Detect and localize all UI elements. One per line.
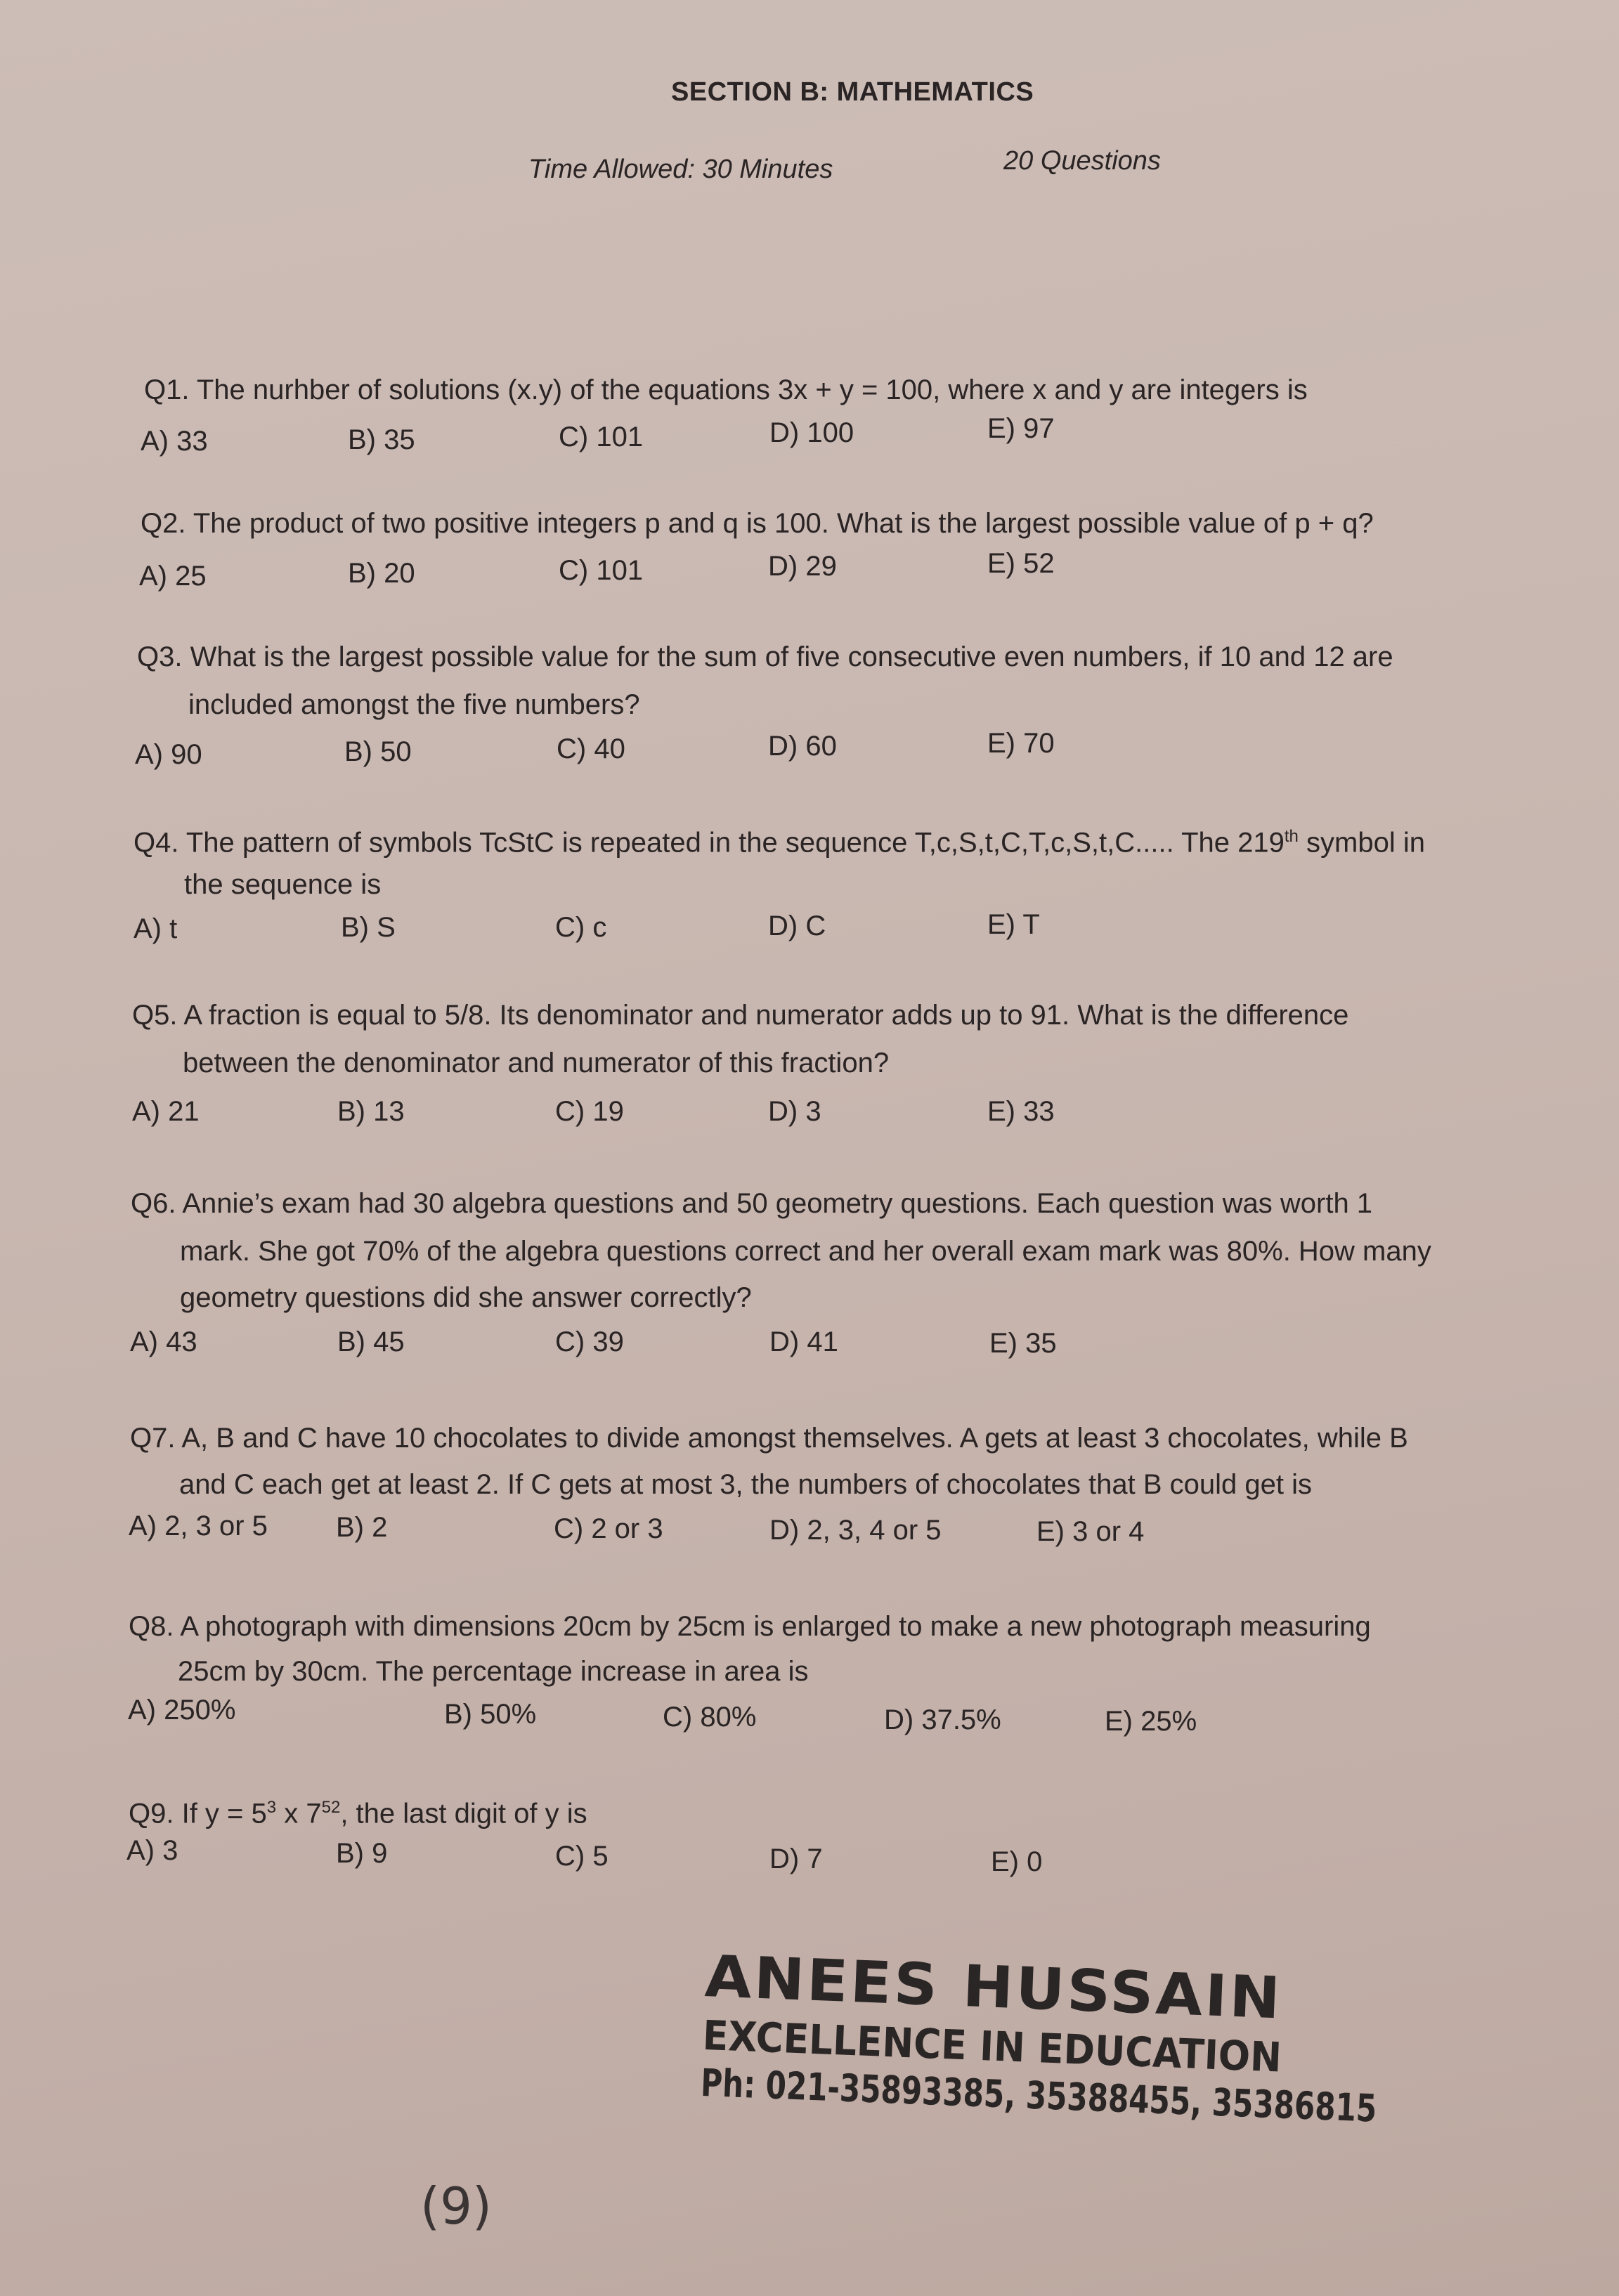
option-d[interactable]: D) 41 — [769, 1326, 838, 1357]
option-e[interactable]: E) 0 — [991, 1846, 1043, 1877]
question-9 — [129, 1785, 587, 1837]
question-4 — [134, 814, 1425, 866]
question-text-end: , the last digit of y is — [340, 1798, 587, 1829]
question-text: Q6. Annie’s exam had 30 algebra questions and 50 geometry questions. Each question was worth 1 — [131, 1188, 1373, 1219]
option-e[interactable]: E) 3 or 4 — [1036, 1516, 1145, 1547]
question-text: Q9. If y = 5 — [129, 1798, 267, 1829]
option-c[interactable]: C) 5 — [555, 1841, 609, 1872]
option-b[interactable]: B) 2 — [336, 1512, 388, 1543]
option-a[interactable]: A) 90 — [135, 739, 202, 770]
option-c[interactable]: C) 101 — [559, 422, 644, 452]
question-8-continuation: 25cm by 30cm. The percentage increase in area is — [178, 1656, 809, 1687]
question-text: Q7. A, B and C have 10 chocolates to divide amongst themselves. A gets at least 3 chocolates, while B — [130, 1423, 1408, 1454]
option-c[interactable]: C) c — [555, 912, 607, 943]
question-5 — [132, 992, 1348, 1038]
option-e[interactable]: E) 70 — [987, 728, 1055, 759]
option-e[interactable]: E) 33 — [987, 1096, 1055, 1127]
option-a[interactable]: A) 21 — [132, 1096, 200, 1127]
option-a[interactable]: A) 25 — [139, 561, 207, 592]
question-8 — [129, 1603, 1371, 1650]
page-number: (9) — [420, 2177, 492, 2236]
section-title: SECTION B: MATHEMATICS — [671, 77, 1034, 107]
option-b[interactable]: B) 50 — [344, 736, 412, 767]
option-a[interactable]: A) t — [134, 913, 178, 944]
option-a[interactable]: A) 3 — [126, 1835, 178, 1866]
question-count: 20 Questions — [1003, 146, 1161, 176]
option-a[interactable]: A) 250% — [128, 1695, 236, 1726]
question-text: Q2. The product of two positive integers p and q is 100. What is the largest possible value of p + q? — [141, 508, 1374, 539]
option-c[interactable]: C) 80% — [663, 1702, 757, 1733]
option-d[interactable]: D) 3 — [768, 1096, 821, 1127]
option-e[interactable]: E) T — [987, 909, 1040, 940]
option-e[interactable]: E) 35 — [989, 1328, 1057, 1359]
institution-stamp — [700, 1943, 1573, 2138]
question-3-continuation: included amongst the five numbers? — [188, 689, 640, 720]
option-b[interactable]: B) S — [341, 912, 396, 943]
option-e[interactable]: E) 97 — [987, 413, 1055, 444]
question-1 — [144, 367, 1308, 413]
option-a[interactable]: A) 2, 3 or 5 — [129, 1511, 268, 1541]
option-b[interactable]: B) 45 — [337, 1326, 405, 1357]
question-3 — [137, 634, 1393, 680]
question-2 — [141, 500, 1374, 547]
option-b[interactable]: B) 13 — [337, 1096, 405, 1127]
question-6-continuation-2: geometry questions did she answer correctly? — [180, 1282, 752, 1313]
question-text: Q3. What is the largest possible value for the sum of five consecutive even numbers, if 10 and 12 are — [137, 641, 1393, 672]
question-6 — [131, 1180, 1372, 1227]
question-text-end: symbol in — [1298, 827, 1425, 859]
question-text: Q4. The pattern of symbols TcStC is repeated in the sequence T,c,S,t,C,T,c,S,t,C..... The 219 — [134, 827, 1285, 859]
option-c[interactable]: C) 19 — [555, 1096, 624, 1127]
option-c[interactable]: C) 2 or 3 — [554, 1513, 663, 1544]
superscript: th — [1284, 827, 1299, 846]
option-d[interactable]: D) 37.5% — [884, 1704, 1001, 1735]
question-7-continuation: and C each get at least 2. If C gets at most 3, the numbers of chocolates that B could get is — [179, 1469, 1313, 1500]
option-d[interactable]: D) 7 — [769, 1844, 823, 1874]
stamp-phone: Ph: 021-35893385, 35388455, 35386815 — [700, 2060, 1378, 2131]
option-d[interactable]: D) 60 — [768, 731, 837, 762]
question-6-continuation: mark. She got 70% of the algebra questions correct and her overall exam mark was 80%. How many — [180, 1236, 1431, 1267]
question-5-continuation: between the denominator and numerator of this fraction? — [183, 1048, 890, 1078]
exponent-52: 52 — [321, 1798, 341, 1817]
stamp-name: ANEES HUSSAIN — [703, 1943, 1284, 2033]
stamp-tagline: EXCELLENCE IN EDUCATION — [701, 2011, 1283, 2082]
question-4-continuation: the sequence is — [184, 869, 382, 900]
option-d[interactable]: D) 2, 3, 4 or 5 — [769, 1515, 942, 1546]
option-d[interactable]: D) 100 — [769, 417, 854, 448]
question-text-mid: x 7 — [276, 1798, 322, 1829]
option-d[interactable]: D) 29 — [768, 551, 837, 582]
option-d[interactable]: D) C — [768, 911, 826, 941]
option-b[interactable]: B) 9 — [336, 1838, 388, 1869]
question-text: Q8. A photograph with dimensions 20cm by 25cm is enlarged to make a new photograph measuring — [129, 1611, 1371, 1642]
option-b[interactable]: B) 35 — [348, 424, 415, 455]
exponent-3: 3 — [266, 1798, 277, 1817]
option-b[interactable]: B) 20 — [348, 558, 415, 589]
option-c[interactable]: C) 39 — [555, 1326, 624, 1357]
time-allowed: Time Allowed: 30 Minutes — [528, 155, 833, 184]
option-c[interactable]: C) 101 — [559, 555, 644, 586]
question-text: Q5. A fraction is equal to 5/8. Its denominator and numerator adds up to 91. What is the difference — [132, 1000, 1349, 1031]
question-text: Q1. The nurhber of solutions (x.y) of the equations 3x + y = 100, where x and y are integers is — [144, 374, 1308, 405]
option-b[interactable]: B) 50% — [444, 1699, 537, 1730]
option-e[interactable]: E) 52 — [987, 548, 1055, 579]
option-a[interactable]: A) 43 — [130, 1326, 197, 1357]
option-e[interactable]: E) 25% — [1105, 1706, 1197, 1737]
question-7 — [130, 1415, 1408, 1461]
option-c[interactable]: C) 40 — [557, 733, 625, 764]
option-a[interactable]: A) 33 — [141, 426, 208, 457]
